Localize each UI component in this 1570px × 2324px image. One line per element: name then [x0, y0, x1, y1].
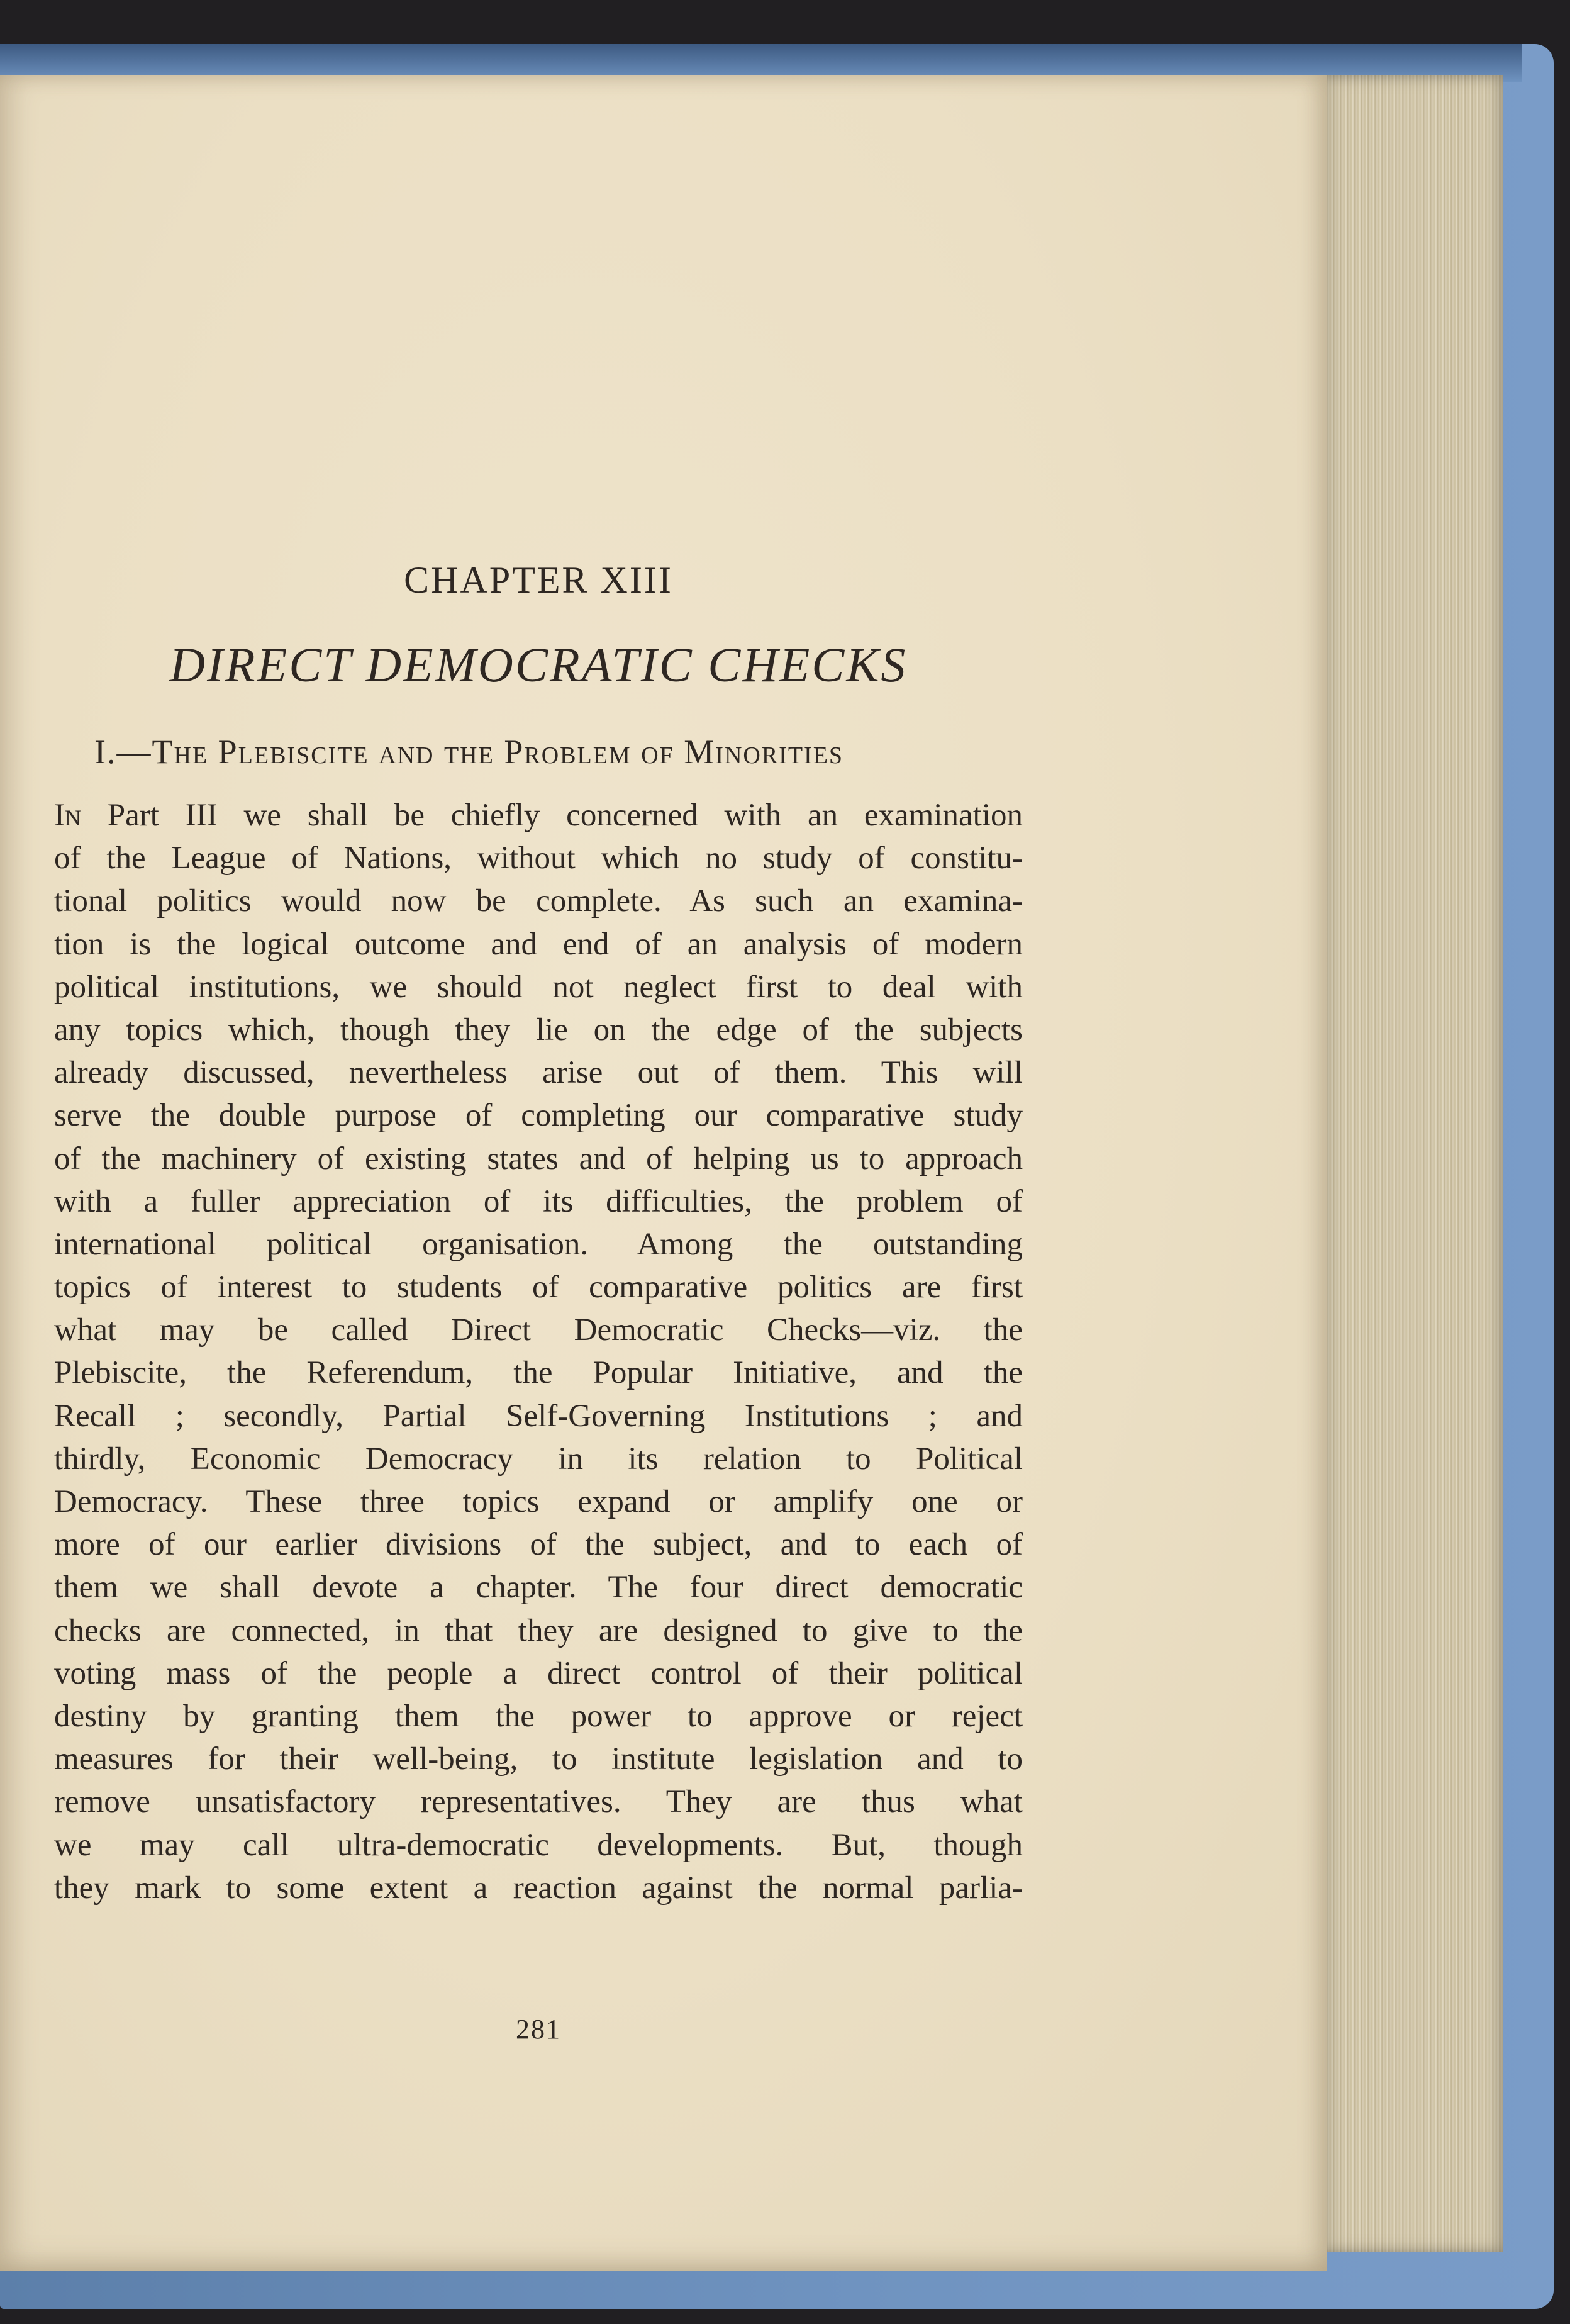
- body-line: Democracy. These three topics expand or amplify one or: [54, 1484, 1023, 1519]
- body-line: of the League of Nations, without which no study of constitu-: [54, 841, 1023, 876]
- chapter-title: DIRECT DEMOCRATIC CHECKS: [169, 637, 908, 692]
- body-line: political institutions, we should not neglect first to deal with: [54, 969, 1023, 1005]
- body-line: them we shall devote a chapter. The four direct democratic: [54, 1570, 1023, 1606]
- body-line: thirdly, Economic Democracy in its relation to Political: [54, 1441, 1023, 1477]
- body-line: they mark to some extent a reaction against the normal parlia-: [54, 1870, 1023, 1906]
- body-line: of the machinery of existing states and of helping us to approach: [54, 1141, 1023, 1176]
- body-line: measures for their well-being, to institute legislation and to: [54, 1741, 1023, 1777]
- body-paragraph: [54, 794, 1023, 1909]
- book-page: [0, 75, 1327, 2271]
- body-line: tional politics would now be complete. As such an examina-: [54, 883, 1023, 919]
- body-line: what may be called Direct Democratic Checks—viz. the: [54, 1312, 1023, 1348]
- body-line: already discussed, nevertheless arise out of them. This will: [54, 1055, 1023, 1091]
- body-line: Recall ; secondly, Partial Self-Governing Institutions ; and: [54, 1398, 1023, 1434]
- body-line: checks are connected, in that they are designed to give to the: [54, 1612, 1023, 1648]
- body-line: we may call ultra-democratic developments. But, though: [54, 1827, 1023, 1863]
- body-line: tion is the logical outcome and end of an analysis of modern: [54, 926, 1023, 962]
- paragraph-lead: In: [54, 798, 81, 833]
- chapter-number: CHAPTER XIII: [404, 559, 673, 601]
- page-edges: [1315, 75, 1503, 2252]
- body-line: voting mass of the people a direct control of their political: [54, 1655, 1023, 1691]
- page-number: 281: [516, 2014, 561, 2045]
- body-line: topics of interest to students of comparative politics are first: [54, 1270, 1023, 1305]
- body-line: Plebiscite, the Referendum, the Popular Initiative, and the: [54, 1355, 1023, 1391]
- body-line: In Part III we shall be chiefly concerned with an examination: [54, 798, 1023, 833]
- section-heading: I.—The Plebiscite and the Problem of Minorities: [94, 733, 844, 771]
- body-line: remove unsatisfactory representatives. They are thus what: [54, 1784, 1023, 1820]
- body-line: international political organisation. Among the outstanding: [54, 1226, 1023, 1262]
- body-line: destiny by granting them the power to approve or reject: [54, 1698, 1023, 1734]
- body-line: serve the double purpose of completing our comparative study: [54, 1098, 1023, 1134]
- body-line: more of our earlier divisions of the subject, and to each of: [54, 1527, 1023, 1563]
- body-line: any topics which, though they lie on the edge of the subjects: [54, 1012, 1023, 1047]
- body-line: with a fuller appreciation of its difficulties, the problem of: [54, 1183, 1023, 1219]
